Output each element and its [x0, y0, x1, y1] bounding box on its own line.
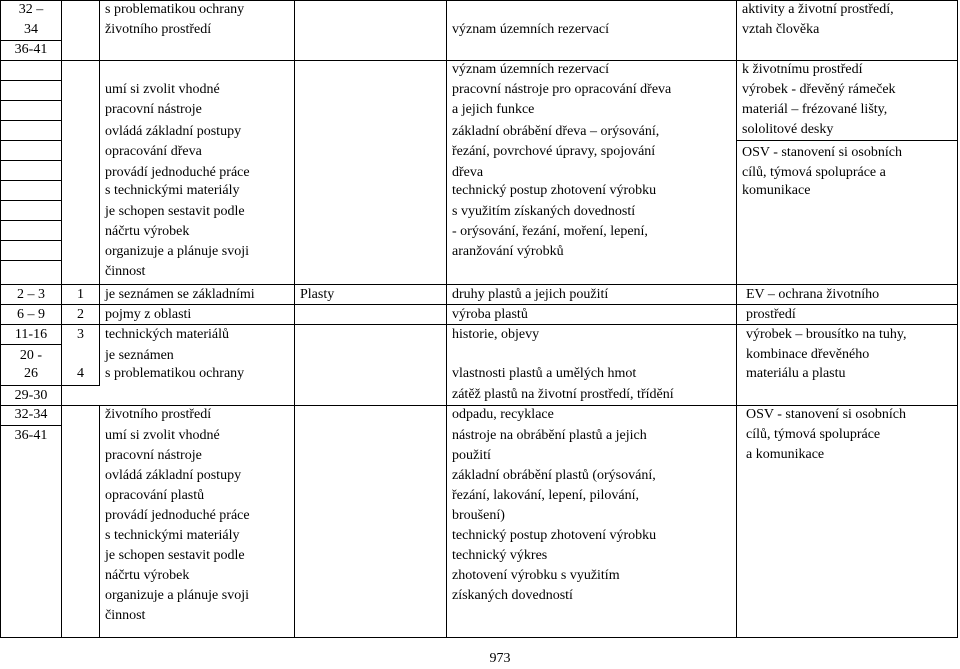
top-rows-a1: 32 –: [18, 2, 44, 17]
page-number: 973: [489, 651, 511, 666]
outcome-line: opracování plastů: [105, 488, 205, 503]
cross-line: výrobek - dřevěný rámeček: [742, 82, 896, 97]
topic-line: s využitím získaných dovedností: [452, 204, 636, 219]
outcome-line: náčrtu výrobek: [105, 224, 190, 239]
outcome-line: provádí jednoduché práce: [105, 508, 250, 523]
period-cell: 11-16: [14, 327, 48, 342]
cross-line: prostředí: [746, 307, 796, 322]
outcome-line: činnost: [105, 264, 146, 279]
outcome-line: s technickými materiály: [105, 528, 240, 543]
outcome-line: s technickými materiály: [105, 183, 240, 198]
outcome-line: opracování dřeva: [105, 144, 202, 159]
topic-line: základní obrábění dřeva – orýsování,: [452, 124, 660, 139]
cross-line: EV – ochrana životního: [746, 287, 880, 302]
outcome-line: pracovní nástroje: [105, 102, 202, 117]
cross-line: OSV - stanovení si osobních: [746, 407, 906, 422]
cross-line: cílů, týmová spolupráce a: [742, 165, 886, 180]
cross-line: materiál – frézované lišty,: [742, 102, 888, 117]
outcome-line: provádí jednoduché práce: [105, 165, 250, 180]
cross-line: OSV - stanovení si osobních: [742, 145, 902, 160]
top-cross-line2: vztah člověka: [742, 22, 820, 37]
outcome-line: pracovní nástroje: [105, 448, 202, 463]
topic-line: dřeva: [452, 165, 484, 180]
outcome-line: ovládá základní postupy: [105, 468, 242, 483]
outcome-line: ovládá základní postupy: [105, 124, 242, 139]
outcome-line: je schopen sestavit podle: [105, 204, 245, 219]
topic-line: získaných dovedností: [452, 588, 573, 603]
topic-line: použití: [452, 448, 491, 463]
topic-line: historie, objevy: [452, 327, 540, 342]
outcome-line: organizuje a plánuje svoji: [105, 588, 249, 603]
section-title-plastics: Plasty: [300, 287, 335, 302]
top-cross-line1: aktivity a životní prostředí,: [742, 2, 894, 17]
top-outcome-line2: životního prostředí: [105, 22, 212, 37]
top-outcome-line1: s problematikou ochrany: [105, 2, 245, 17]
period-cell: 6 – 9: [17, 307, 45, 322]
outcome-line: náčrtu výrobek: [105, 568, 190, 583]
outcome-line: organizuje a plánuje svoji: [105, 244, 249, 259]
outcome-line: umí si zvolit vhodné: [105, 428, 220, 443]
cross-line: komunikace: [742, 183, 811, 198]
hour-cell: 2: [77, 307, 84, 322]
period-cell: 32-34: [14, 407, 48, 422]
topic-line: řezání, povrchové úpravy, spojování: [452, 144, 656, 159]
topic-line: a jejich funkce: [452, 102, 535, 117]
cross-line: a komunikace: [746, 447, 825, 462]
period-cell: 26: [24, 366, 38, 381]
period-cell: 2 – 3: [17, 287, 45, 302]
outcome-line: je seznámen: [105, 348, 174, 363]
topic-line: odpadu, recyklace: [452, 407, 554, 422]
outcome-line: pojmy z oblasti: [105, 307, 192, 322]
outcome-line: umí si zvolit vhodné: [105, 82, 220, 97]
cross-line: výrobek – brousítko na tuhy,: [746, 327, 907, 342]
topic-line: význam územních rezervací: [452, 62, 610, 77]
topic-line: výroba plastů: [452, 307, 528, 322]
topic-line: zátěž plastů na životní prostředí, třídění: [452, 387, 674, 402]
period-cell: 29-30: [14, 388, 48, 403]
topic-line: technický postup zhotovení výrobku: [452, 183, 657, 198]
outcome-line: životního prostředí: [105, 407, 212, 422]
topic-line: nástroje na obrábění plastů a jejich: [452, 428, 647, 443]
hour-cell: 4: [77, 366, 84, 381]
outcome-line: činnost: [105, 608, 146, 623]
cross-line: kombinace dřevěného: [746, 347, 870, 362]
topic-line: technický výkres: [452, 548, 548, 563]
topic-line: pracovní nástroje pro opracování dřeva: [452, 82, 672, 97]
cross-line: k životnímu prostředí: [742, 62, 863, 77]
hour-cell: 3: [77, 327, 84, 342]
top-topic: význam územních rezervací: [452, 22, 610, 37]
outcome-line: je seznámen se základními: [105, 287, 255, 302]
topic-line: druhy plastů a jejich použití: [452, 287, 609, 302]
outcome-line: s problematikou ochrany: [105, 366, 245, 381]
outcome-line: je schopen sestavit podle: [105, 548, 245, 563]
topic-line: - orýsování, řezání, moření, lepení,: [452, 224, 648, 239]
topic-line: broušení): [452, 508, 505, 523]
outcome-line: technických materiálů: [105, 327, 229, 342]
topic-line: základní obrábění plastů (orýsování,: [452, 468, 656, 483]
topic-line: vlastnosti plastů a umělých hmot: [452, 366, 637, 381]
cross-line: materiálu a plastu: [746, 366, 846, 381]
topic-line: aranžování výrobků: [452, 244, 564, 259]
cross-line: cílů, týmová spolupráce: [746, 427, 881, 442]
period-cell: 20 -: [19, 348, 43, 363]
cross-line: sololitové desky: [742, 122, 834, 137]
topic-line: zhotovení výrobku s využitím: [452, 568, 620, 583]
top-rows-a3: 36-41: [14, 42, 48, 57]
topic-line: technický postup zhotovení výrobku: [452, 528, 657, 543]
hour-cell: 1: [77, 287, 84, 302]
topic-line: řezání, lakování, lepení, pilování,: [452, 488, 639, 503]
top-rows-a2: 34: [24, 22, 38, 37]
period-cell: 36-41: [14, 428, 48, 443]
